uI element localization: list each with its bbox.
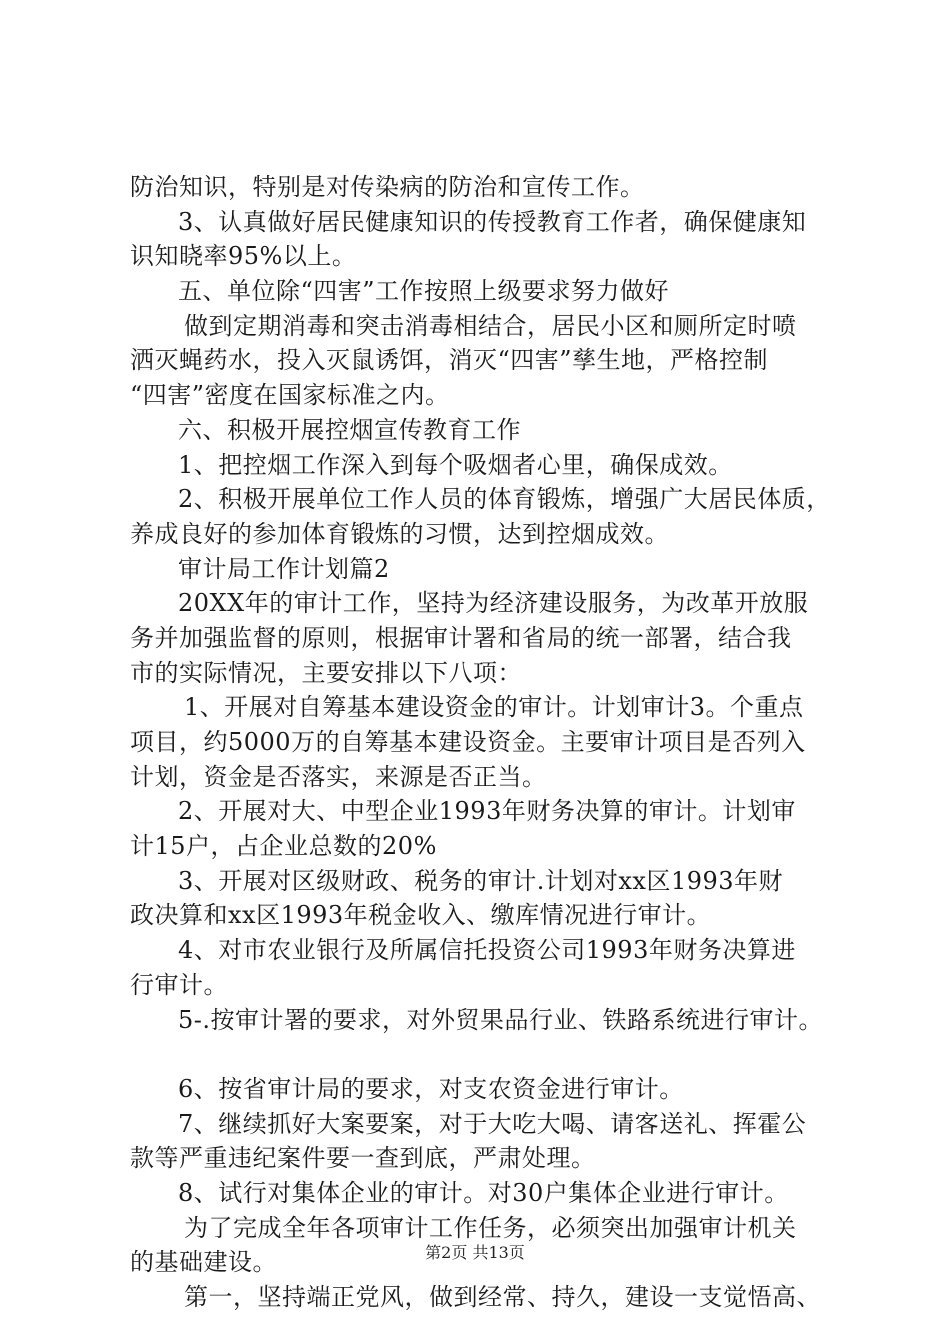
text-line: 计划，资金是否落实，来源是否正当。 bbox=[130, 762, 547, 791]
blank-line bbox=[130, 1037, 850, 1072]
text-line: 7、继续抓好大案要案，对于大吃大喝、请客送礼、挥霍公 bbox=[178, 1109, 807, 1138]
text-line: 20XX年的审计工作，坚持为经济建设服务，为改革开放服 bbox=[178, 589, 809, 618]
text-line: 政决算和xx区1993年税金收入、缴库情况进行审计。 bbox=[130, 901, 712, 930]
section-heading: 五、单位除“四害”工作按照上级要求努力做好 bbox=[178, 277, 670, 306]
text-line: 4、对市农业银行及所属信托投资公司1993年财务决算进 bbox=[178, 936, 796, 965]
text-line: 为了完成全年各项审计工作任务，必须突出加强审计机关 bbox=[184, 1213, 797, 1242]
text-line: 行审计。 bbox=[130, 970, 228, 999]
text-line: 项目，约5000万的自筹基本建设资金。主要审计项目是否列入 bbox=[130, 728, 806, 756]
text-line: 5-.按审计署的要求，对外贸果品行业、铁路系统进行审计。 bbox=[178, 1005, 824, 1034]
text-line: 款等严重违纪案件要一查到底，严肃处理。 bbox=[130, 1144, 596, 1173]
text-line: 2、开展对大、中型企业1993年财务决算的审计。计划审 bbox=[178, 797, 796, 826]
text-line: 洒灭蝇药水，投入灭鼠诱饵，消灭“四害”孳生地，严格控制 bbox=[130, 346, 769, 375]
text-line: 务并加强监督的原则，根据审计署和省局的统一部署，结合我 bbox=[130, 623, 792, 652]
text-line: “四害”密度在国家标准之内。 bbox=[130, 381, 450, 410]
text-line: 计15户，占企业总数的20% bbox=[130, 832, 437, 861]
text-line: 的基础建设。 bbox=[130, 1248, 277, 1277]
text-line: 3、开展对区级财政、税务的审计.计划对xx区1993年财 bbox=[178, 866, 784, 895]
text-line: 防治知识，特别是对传染病的防治和宣传工作。 bbox=[130, 173, 645, 201]
text-line: 识知晓率95%以上。 bbox=[130, 242, 357, 271]
document-body bbox=[130, 170, 850, 1315]
section-heading: 审计局工作计划篇2 bbox=[178, 554, 390, 583]
text-line: 2、积极开展单位工作人员的体育锻炼，增强广大居民体质， bbox=[178, 485, 831, 514]
text-line: 市的实际情况，主要安排以下八项： bbox=[130, 658, 522, 687]
section-heading: 六、积极开展控烟宣传教育工作 bbox=[178, 415, 521, 444]
text-line: 养成良好的参加体育锻炼的习惯，达到控烟成效。 bbox=[130, 519, 669, 548]
text-line: 1、开展对自筹基本建设资金的审计。计划审计3。个重点 bbox=[184, 693, 804, 722]
text-line: 第一，坚持端正党风，做到经常、持久，建设一支觉悟高、 bbox=[184, 1283, 821, 1311]
text-line: 1、把控烟工作深入到每个吸烟者心里，确保成效。 bbox=[178, 450, 733, 479]
text-line: 6、按省审计局的要求，对支农资金进行审计。 bbox=[178, 1074, 684, 1103]
text-line: 8、试行对集体企业的审计。对30户集体企业进行审计。 bbox=[178, 1178, 789, 1207]
text-line: 3、认真做好居民健康知识的传授教育工作者，确保健康知 bbox=[178, 207, 807, 236]
text-line: 做到定期消毒和突击消毒相结合，居民小区和厕所定时喷 bbox=[184, 311, 797, 340]
page-number-footer: 第2页 共13页 bbox=[425, 1243, 525, 1262]
